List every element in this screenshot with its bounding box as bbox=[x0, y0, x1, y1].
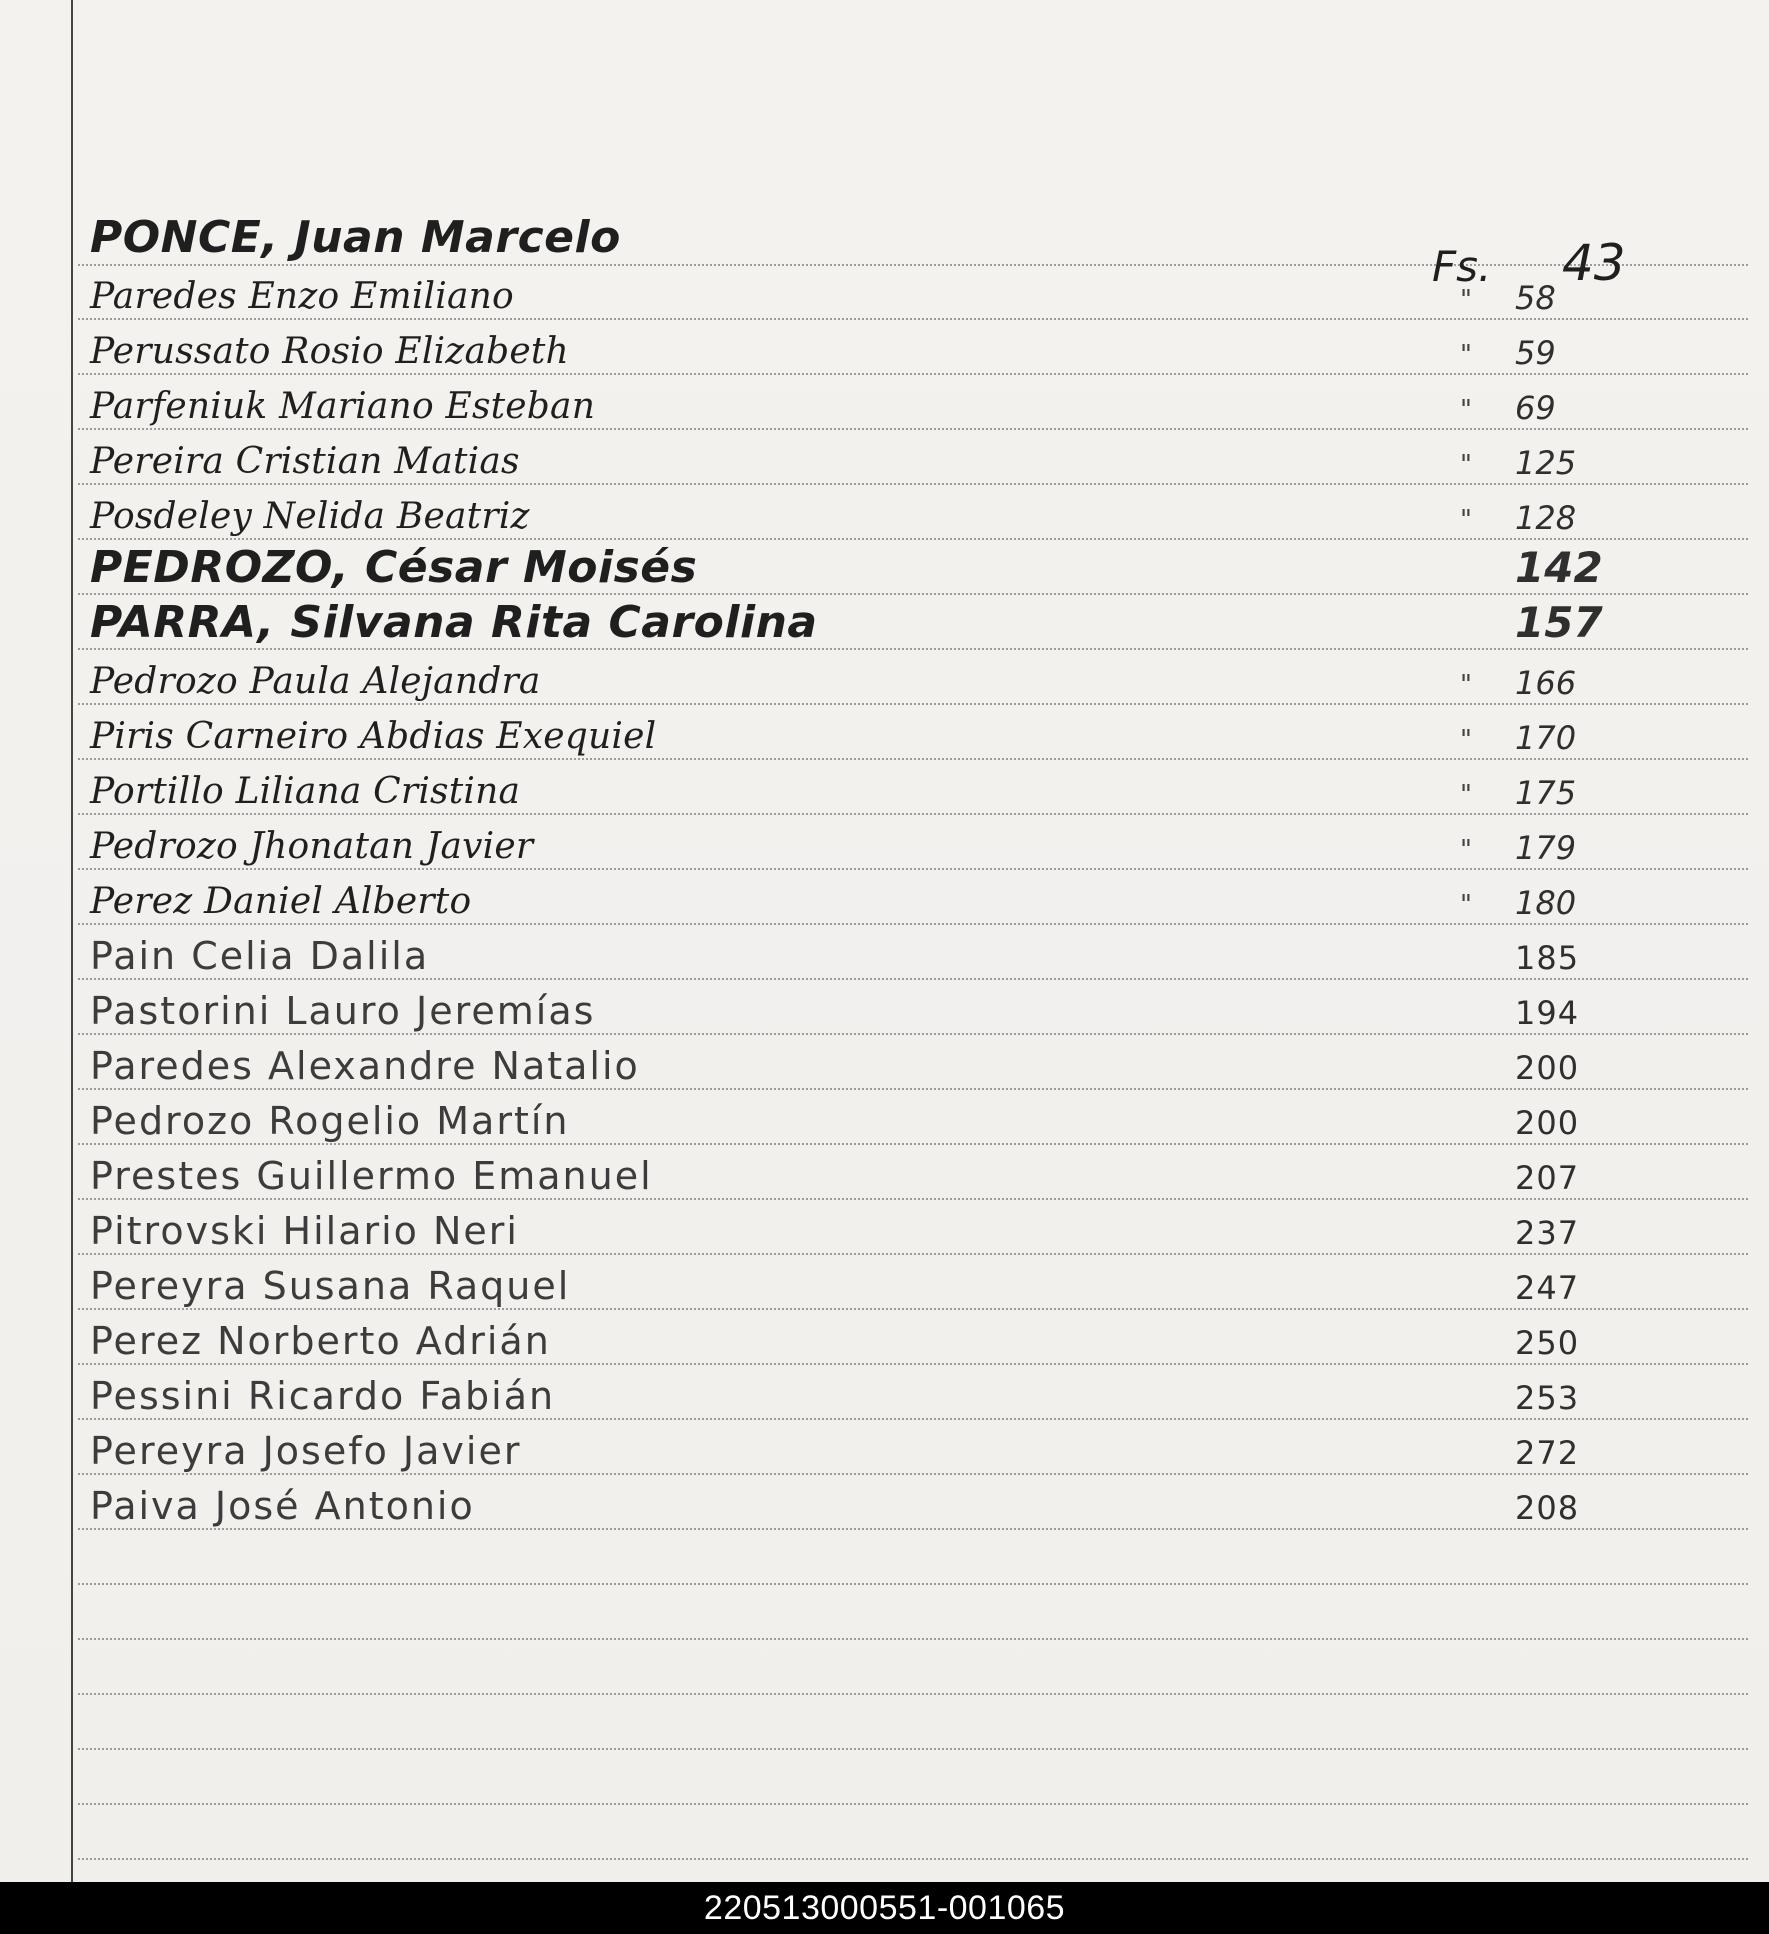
ledger-entry bbox=[0, 648, 1769, 704]
entry-name: Pessini Ricardo Fabián bbox=[90, 1374, 556, 1418]
entry-folio: 175 bbox=[1515, 774, 1577, 812]
entry-folio: 69 bbox=[1515, 389, 1556, 427]
ledger-entry bbox=[0, 978, 1769, 1034]
ledger-entry bbox=[0, 593, 1769, 649]
folio-label: Fs. bbox=[1432, 242, 1492, 291]
folio-number: 43 bbox=[1562, 234, 1626, 292]
ledger-entry bbox=[0, 1253, 1769, 1309]
entry-name: Perez Daniel Alberto bbox=[90, 881, 472, 922]
ledger-entry bbox=[0, 1473, 1769, 1529]
entry-name: Perez Norberto Adrián bbox=[90, 1319, 551, 1363]
entry-name: Paredes Enzo Emiliano bbox=[90, 276, 514, 317]
ledger-entry bbox=[0, 318, 1769, 374]
entry-name: Pedrozo Jhonatan Javier bbox=[90, 826, 534, 867]
ledger-entry bbox=[0, 758, 1769, 814]
entry-name: Pastorini Lauro Jeremías bbox=[90, 989, 596, 1033]
ledger-entry bbox=[0, 1143, 1769, 1199]
entry-name: Pereyra Susana Raquel bbox=[90, 1264, 571, 1308]
entry-folio: 250 bbox=[1515, 1324, 1580, 1362]
entry-name: Pain Celia Dalila bbox=[90, 934, 430, 978]
entry-folio: 208 bbox=[1515, 1489, 1580, 1527]
ledger-entry bbox=[0, 1308, 1769, 1364]
entry-folio: 125 bbox=[1515, 444, 1577, 482]
entry-name: Paredes Alexandre Natalio bbox=[90, 1044, 640, 1088]
ditto-mark: " bbox=[1460, 340, 1472, 370]
ledger-entry bbox=[0, 483, 1769, 539]
entry-folio: 253 bbox=[1515, 1379, 1580, 1417]
entry-name: Pedrozo Paula Alejandra bbox=[90, 661, 541, 702]
entry-name: Piris Carneiro Abdias Exequiel bbox=[90, 716, 657, 757]
ledger-entry bbox=[0, 1363, 1769, 1419]
scan-identifier-bar bbox=[0, 1882, 1769, 1934]
ledger-entry bbox=[0, 1198, 1769, 1254]
entry-folio: 272 bbox=[1515, 1434, 1580, 1472]
ditto-mark: " bbox=[1460, 395, 1472, 425]
ledger-entry bbox=[0, 813, 1769, 869]
entry-name: Perussato Rosio Elizabeth bbox=[90, 331, 569, 372]
ditto-mark: " bbox=[1460, 450, 1472, 480]
ditto-mark: " bbox=[1460, 505, 1472, 535]
scan-identifier: 220513000551-001065 bbox=[703, 1889, 1066, 1927]
entry-name: Parfeniuk Mariano Esteban bbox=[90, 386, 596, 427]
ledger-entry bbox=[0, 868, 1769, 924]
entry-name: Pitrovski Hilario Neri bbox=[90, 1209, 519, 1253]
entry-folio: 128 bbox=[1515, 499, 1577, 537]
entry-name: Paiva José Antonio bbox=[90, 1484, 475, 1528]
ledger-entry bbox=[0, 538, 1769, 594]
entry-folio: 237 bbox=[1515, 1214, 1580, 1252]
ditto-mark: " bbox=[1460, 835, 1472, 865]
ledger-entry bbox=[0, 1088, 1769, 1144]
ledger-entry bbox=[0, 428, 1769, 484]
ledger-entry bbox=[0, 208, 1769, 264]
ditto-mark: " bbox=[1460, 780, 1472, 810]
ditto-mark: " bbox=[1460, 285, 1472, 315]
ledger-entry bbox=[0, 263, 1769, 319]
entry-folio: 194 bbox=[1515, 994, 1580, 1032]
entry-folio: 185 bbox=[1515, 939, 1580, 977]
entry-name: PEDROZO, César Moisés bbox=[90, 542, 698, 593]
entry-folio: 180 bbox=[1515, 884, 1577, 922]
entry-folio: 157 bbox=[1515, 598, 1603, 647]
entry-folio: 170 bbox=[1515, 719, 1577, 757]
ledger-entry bbox=[0, 373, 1769, 429]
entry-folio: 59 bbox=[1515, 334, 1556, 372]
ledger-entry bbox=[0, 923, 1769, 979]
ditto-mark: " bbox=[1460, 725, 1472, 755]
entry-folio: 247 bbox=[1515, 1269, 1580, 1307]
entry-name: PONCE, Juan Marcelo bbox=[90, 212, 621, 263]
ditto-mark: " bbox=[1460, 670, 1472, 700]
ledger-entry bbox=[0, 703, 1769, 759]
ledger-entry bbox=[0, 1033, 1769, 1089]
entry-folio: 200 bbox=[1515, 1104, 1580, 1142]
entry-folio: 207 bbox=[1515, 1159, 1580, 1197]
entry-folio: 179 bbox=[1515, 829, 1577, 867]
entry-name: Prestes Guillermo Emanuel bbox=[90, 1154, 653, 1198]
entry-name: Portillo Liliana Cristina bbox=[90, 771, 521, 812]
entry-name: Posdeley Nelida Beatriz bbox=[90, 496, 530, 537]
ditto-mark: " bbox=[1460, 890, 1472, 920]
entry-folio: 200 bbox=[1515, 1049, 1580, 1087]
entry-name: PARRA, Silvana Rita Carolina bbox=[90, 597, 818, 648]
entry-folio: 166 bbox=[1515, 664, 1577, 702]
entry-name: Pedrozo Rogelio Martín bbox=[90, 1099, 570, 1143]
ledger-entry bbox=[0, 1418, 1769, 1474]
entry-folio: 58 bbox=[1515, 279, 1556, 317]
entry-name: Pereyra Josefo Javier bbox=[90, 1429, 522, 1473]
entry-folio: 142 bbox=[1515, 543, 1603, 592]
entry-name: Pereira Cristian Matias bbox=[90, 441, 520, 482]
